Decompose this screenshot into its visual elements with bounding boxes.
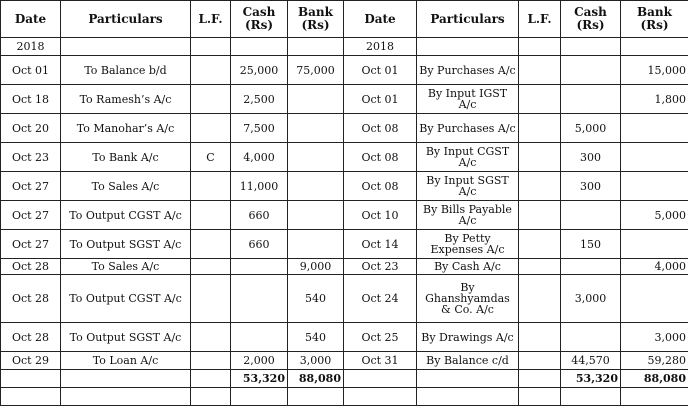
header-particulars-credit: Particulars bbox=[417, 1, 519, 38]
lf-credit bbox=[519, 38, 561, 56]
date-debit: Oct 27 bbox=[1, 230, 61, 259]
bank-credit: 1,800 bbox=[621, 85, 688, 114]
bank-debit bbox=[288, 114, 344, 143]
particulars-credit bbox=[417, 38, 519, 56]
date-debit: Oct 27 bbox=[1, 201, 61, 230]
lf-debit bbox=[191, 323, 231, 352]
header-particulars-debit: Particulars bbox=[61, 1, 191, 38]
cash-credit bbox=[561, 201, 621, 230]
date-credit: Oct 08 bbox=[344, 172, 417, 201]
date-debit: Oct 28 bbox=[1, 259, 61, 275]
cash-debit bbox=[231, 275, 288, 323]
bank-credit: 3,000 bbox=[621, 323, 688, 352]
table-row bbox=[1, 143, 688, 172]
bank-credit: 59,280 bbox=[621, 352, 688, 370]
table-row bbox=[1, 172, 688, 201]
cash-credit: 5,000 bbox=[561, 114, 621, 143]
date-credit: Oct 01 bbox=[344, 85, 417, 114]
particulars-debit: To Balance b/d bbox=[61, 56, 191, 85]
table-row bbox=[1, 56, 688, 85]
date-debit: Oct 01 bbox=[1, 56, 61, 85]
cash-debit: 2,500 bbox=[231, 85, 288, 114]
particulars-credit: By Balance c/d bbox=[417, 352, 519, 370]
date-debit: Oct 28 bbox=[1, 275, 61, 323]
bank-credit bbox=[621, 114, 688, 143]
total-cash-credit: 53,320 bbox=[561, 370, 621, 388]
header-bank-debit: Bank (Rs) bbox=[288, 1, 344, 38]
date-debit: Oct 28 bbox=[1, 323, 61, 352]
lf-debit bbox=[191, 352, 231, 370]
cash-credit: 150 bbox=[561, 230, 621, 259]
date-credit: Oct 08 bbox=[344, 143, 417, 172]
date-credit: Oct 23 bbox=[344, 259, 417, 275]
particulars-credit: By Purchases A/c bbox=[417, 114, 519, 143]
bank-credit: 4,000 bbox=[621, 259, 688, 275]
header-lf-credit: L.F. bbox=[519, 1, 561, 38]
particulars-debit: To Sales A/c bbox=[61, 259, 191, 275]
cash-credit: 44,570 bbox=[561, 352, 621, 370]
bank-debit bbox=[288, 143, 344, 172]
lf-debit bbox=[191, 230, 231, 259]
cash-debit: 25,000 bbox=[231, 56, 288, 85]
bank-debit: 540 bbox=[288, 275, 344, 323]
bank-debit bbox=[288, 172, 344, 201]
total-cash-debit: 53,320 bbox=[231, 370, 288, 388]
particulars-credit: By Input IGST A/c bbox=[417, 85, 519, 114]
cash-debit: 660 bbox=[231, 201, 288, 230]
header-cash-credit: Cash (Rs) bbox=[561, 1, 621, 38]
bank-debit: 540 bbox=[288, 323, 344, 352]
lf-credit bbox=[519, 114, 561, 143]
header-date-debit: Date bbox=[1, 1, 61, 38]
particulars-debit: To Manohar’s A/c bbox=[61, 114, 191, 143]
header-row bbox=[1, 1, 688, 38]
date-debit: Oct 29 bbox=[1, 352, 61, 370]
cash-credit bbox=[561, 259, 621, 275]
header-date-credit: Date bbox=[344, 1, 417, 38]
particulars-debit: To Loan A/c bbox=[61, 352, 191, 370]
particulars-debit: To Output CGST A/c bbox=[61, 275, 191, 323]
header-bank-credit: Bank (Rs) bbox=[621, 1, 688, 38]
cash-credit bbox=[561, 85, 621, 114]
date-credit: Oct 08 bbox=[344, 114, 417, 143]
table-row bbox=[1, 201, 688, 230]
cash-debit: 4,000 bbox=[231, 143, 288, 172]
cash-debit bbox=[231, 323, 288, 352]
lf-debit bbox=[191, 114, 231, 143]
bank-credit bbox=[621, 38, 688, 56]
lf-credit bbox=[519, 56, 561, 85]
lf-credit bbox=[519, 259, 561, 275]
bank-debit: 9,000 bbox=[288, 259, 344, 275]
cash-credit bbox=[561, 323, 621, 352]
particulars-credit: By Petty Expenses A/c bbox=[417, 230, 519, 259]
date-credit: Oct 14 bbox=[344, 230, 417, 259]
lf-debit: C bbox=[191, 143, 231, 172]
cash-debit: 2,000 bbox=[231, 352, 288, 370]
lf-debit bbox=[191, 259, 231, 275]
table-row bbox=[1, 230, 688, 259]
date-credit: Oct 31 bbox=[344, 352, 417, 370]
cash-debit bbox=[231, 259, 288, 275]
particulars-debit: To Output CGST A/c bbox=[61, 201, 191, 230]
cash-credit: 300 bbox=[561, 172, 621, 201]
date-debit: Oct 18 bbox=[1, 85, 61, 114]
particulars-debit: To Bank A/c bbox=[61, 143, 191, 172]
total-bank-debit: 88,080 bbox=[288, 370, 344, 388]
total-bank-credit: 88,080 bbox=[621, 370, 688, 388]
date-credit: 2018 bbox=[344, 38, 417, 56]
particulars-credit: By Drawings A/c bbox=[417, 323, 519, 352]
date-debit: 2018 bbox=[1, 38, 61, 56]
cash-debit: 11,000 bbox=[231, 172, 288, 201]
lf-debit bbox=[191, 275, 231, 323]
lf-credit bbox=[519, 275, 561, 323]
lf-credit bbox=[519, 352, 561, 370]
bank-debit: 75,000 bbox=[288, 56, 344, 85]
bank-credit bbox=[621, 275, 688, 323]
lf-debit bbox=[191, 85, 231, 114]
lf-credit bbox=[519, 230, 561, 259]
particulars-debit bbox=[61, 38, 191, 56]
lf-credit bbox=[519, 201, 561, 230]
bank-debit: 3,000 bbox=[288, 352, 344, 370]
particulars-credit: By Bills Payable A/c bbox=[417, 201, 519, 230]
totals-row bbox=[1, 370, 688, 388]
particulars-debit: To Sales A/c bbox=[61, 172, 191, 201]
table-row bbox=[1, 275, 688, 323]
cash-credit bbox=[561, 56, 621, 85]
particulars-debit: To Output SGST A/c bbox=[61, 323, 191, 352]
bank-credit: 5,000 bbox=[621, 201, 688, 230]
blank-row bbox=[1, 388, 688, 406]
table-row bbox=[1, 85, 688, 114]
lf-debit bbox=[191, 38, 231, 56]
date-credit: Oct 10 bbox=[344, 201, 417, 230]
date-credit: Oct 25 bbox=[344, 323, 417, 352]
bank-credit bbox=[621, 230, 688, 259]
particulars-credit: By Purchases A/c bbox=[417, 56, 519, 85]
date-credit: Oct 01 bbox=[344, 56, 417, 85]
cash-debit: 660 bbox=[231, 230, 288, 259]
date-debit: Oct 23 bbox=[1, 143, 61, 172]
date-credit: Oct 24 bbox=[344, 275, 417, 323]
date-debit: Oct 20 bbox=[1, 114, 61, 143]
lf-debit bbox=[191, 56, 231, 85]
particulars-credit: By Input SGST A/c bbox=[417, 172, 519, 201]
table-row bbox=[1, 352, 688, 370]
particulars-debit: To Output SGST A/c bbox=[61, 230, 191, 259]
table-row bbox=[1, 114, 688, 143]
header-cash-debit: Cash (Rs) bbox=[231, 1, 288, 38]
lf-debit bbox=[191, 172, 231, 201]
table-row bbox=[1, 38, 688, 56]
lf-credit bbox=[519, 143, 561, 172]
lf-debit bbox=[191, 201, 231, 230]
bank-credit bbox=[621, 172, 688, 201]
particulars-credit: By Input CGST A/c bbox=[417, 143, 519, 172]
cash-credit: 3,000 bbox=[561, 275, 621, 323]
bank-debit bbox=[288, 201, 344, 230]
cash-credit: 300 bbox=[561, 143, 621, 172]
particulars-debit: To Ramesh’s A/c bbox=[61, 85, 191, 114]
header-lf-debit: L.F. bbox=[191, 1, 231, 38]
bank-debit bbox=[288, 85, 344, 114]
particulars-credit: By Ghanshyamdas & Co. A/c bbox=[417, 275, 519, 323]
cash-credit bbox=[561, 38, 621, 56]
lf-credit bbox=[519, 323, 561, 352]
bank-debit bbox=[288, 230, 344, 259]
particulars-credit: By Cash A/c bbox=[417, 259, 519, 275]
date-debit: Oct 27 bbox=[1, 172, 61, 201]
table-row bbox=[1, 323, 688, 352]
cash-debit bbox=[231, 38, 288, 56]
cash-debit: 7,500 bbox=[231, 114, 288, 143]
bank-credit bbox=[621, 143, 688, 172]
lf-credit bbox=[519, 85, 561, 114]
bank-credit: 15,000 bbox=[621, 56, 688, 85]
bank-debit bbox=[288, 38, 344, 56]
table-row bbox=[1, 259, 688, 275]
lf-credit bbox=[519, 172, 561, 201]
